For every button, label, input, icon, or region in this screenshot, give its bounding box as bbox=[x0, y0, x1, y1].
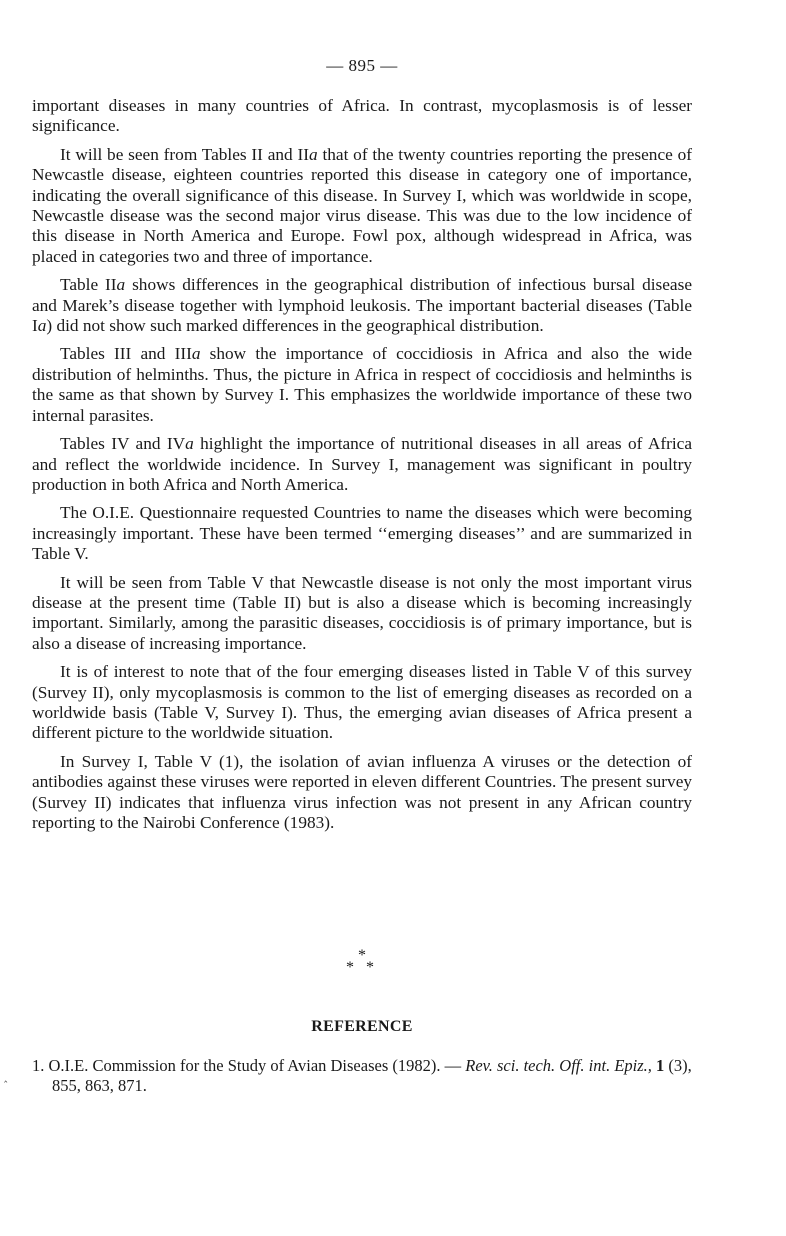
reference-details: (3), 855, 863, 871. bbox=[52, 1056, 692, 1095]
text-segment: that of the twenty countries reporting the presence of Newcastle disease, eighteen countries reported this disease in category one of importance, indicating the overall significance of this disease. In Survey I, which was worldwide in scope, Newcastle disease was the second major virus disease. This was due to the low incidence of this disease in North America and Europe. Fowl pox, although widespread in Africa, was placed in categories two and three of importance. bbox=[32, 144, 692, 266]
text-segment: It will be seen from Tables II and II bbox=[60, 144, 310, 164]
text-segment: highlight the importance of nutritional diseases in all areas of Africa and reflect the worldwide incidence. In Survey I, management was significant in poultry production in both Africa and North America. bbox=[32, 434, 692, 494]
italic-text-segment: a bbox=[309, 144, 318, 164]
paragraph bbox=[32, 662, 692, 744]
reference-item bbox=[32, 1056, 692, 1096]
text-segment: Tables III and III bbox=[60, 344, 192, 364]
asterism-bottom: * * bbox=[346, 959, 378, 976]
italic-text-segment: a bbox=[185, 434, 194, 454]
italic-text-segment: a bbox=[37, 316, 47, 336]
reference-heading: REFERENCE bbox=[311, 1018, 413, 1035]
paragraph bbox=[32, 145, 692, 267]
margin-tick-mark: ‸ bbox=[4, 1072, 8, 1083]
text-segment: important diseases in many countries of Africa. In contrast, mycoplasmosis is of lesser significance. bbox=[32, 96, 692, 136]
section-separator-asterism bbox=[32, 947, 692, 976]
paragraph bbox=[32, 275, 692, 336]
reference-number: 1. bbox=[32, 1056, 45, 1075]
text-segment: show the importance of coccidiosis in Africa and also the wide distribution of helminths. Thus, the picture in Africa in respect of coccidiosis and helminths is the same as that shown by Survey I. This emphasizes the worldwide importance of these two internal parasites. bbox=[32, 344, 692, 425]
reference-journal: Rev. sci. tech. Off. int. Epiz., bbox=[465, 1056, 652, 1075]
reference-authors: O.I.E. Commission for the Study of Avian Diseases (1982). — bbox=[48, 1056, 466, 1075]
text-segment: shows differences in the geographical distribution of infectious bursal disease and Marek’s disease together with lymphoid leukosis. The important bacterial diseases (Table I bbox=[32, 275, 692, 336]
paragraph bbox=[32, 434, 692, 495]
paragraph bbox=[32, 503, 692, 564]
asterism-top: * bbox=[358, 947, 366, 964]
reference-volume: 1 bbox=[656, 1056, 665, 1075]
paragraph bbox=[32, 96, 692, 137]
text-segment: Table II bbox=[60, 275, 117, 295]
italic-text-segment: a bbox=[191, 344, 201, 364]
text-segment: The O.I.E. Questionnaire requested Countries to name the diseases which were becoming increasingly important. These have been termed ‘‘emerging diseases’’ and are summarized in Table V. bbox=[32, 503, 692, 564]
text-segment: In Survey I, Table V (1), the isolation of avian influenza A viruses or the detection of antibodies against these viruses were reported in eleven different Countries. The present survey (Survey II) indicates that influenza virus infection was not present in any African country reporting to the Nairobi Conference (1983). bbox=[32, 751, 692, 832]
paragraph bbox=[32, 573, 692, 655]
text-segment: It is of interest to note that of the four emerging diseases listed in Table V of this survey (Survey II), only mycoplasmosis is common to the list of emerging diseases as recorded on a worldwide basis (Table V, Survey I). Thus, the emerging avian diseases of Africa present a different picture to the worldwide situation. bbox=[32, 662, 692, 743]
text-segment: ) did not show such marked differences in the geographical distribution. bbox=[46, 316, 544, 336]
text-segment: Tables IV and IV bbox=[60, 434, 186, 454]
page-number: — 895 — bbox=[326, 56, 398, 75]
paragraph bbox=[32, 752, 692, 834]
body-text bbox=[32, 96, 692, 841]
paragraph bbox=[32, 344, 692, 426]
text-segment: It will be seen from Table V that Newcastle disease is not only the most important virus disease at the present time (Table II) but is also a disease which is becoming increasingly important. Similarly, among the parasitic diseases, coccidiosis is of primary importance, but is also a disease of increasing importance. bbox=[32, 572, 692, 653]
italic-text-segment: a bbox=[116, 275, 126, 295]
